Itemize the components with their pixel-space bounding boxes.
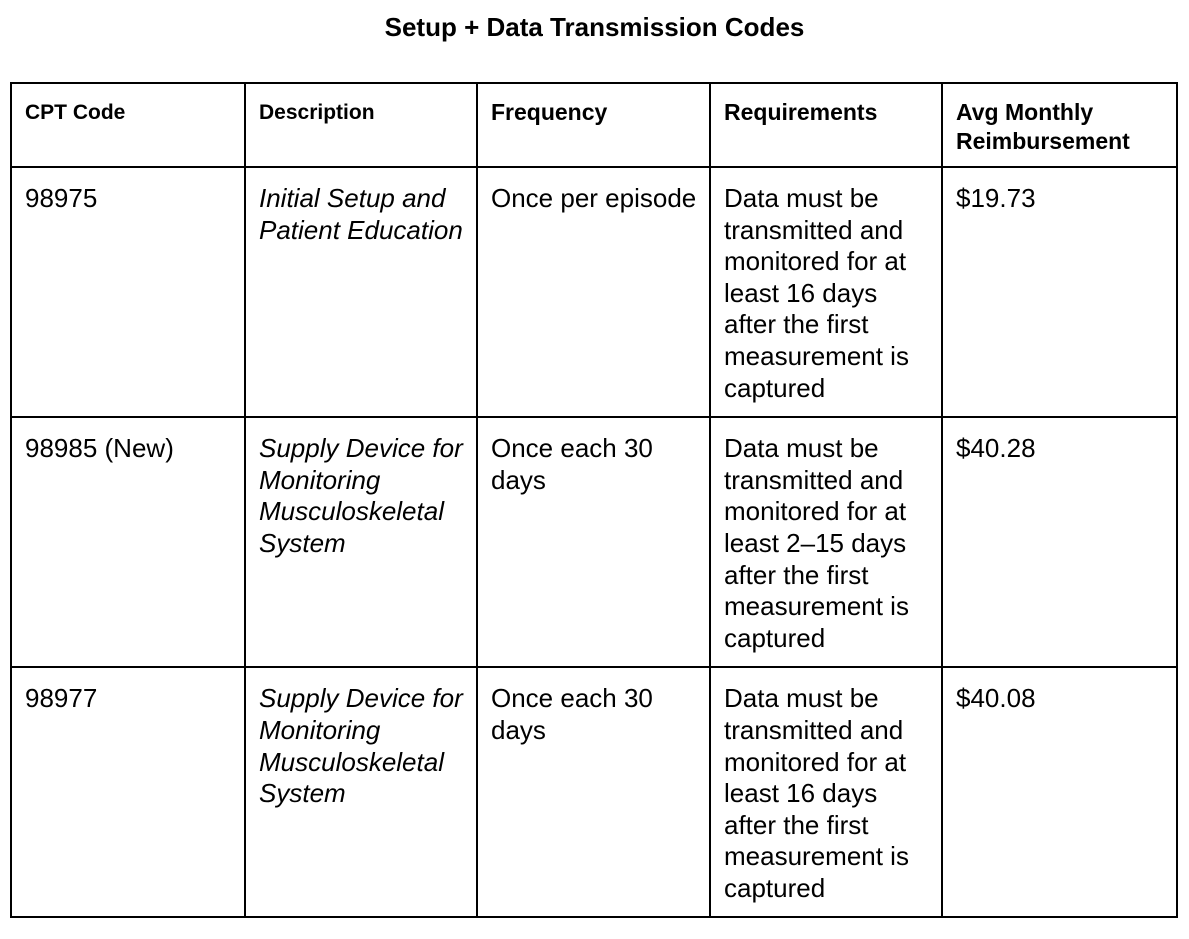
- cell-requirements: Data must be transmitted and monitored for at least 16 days after the first measurement is captured: [710, 167, 942, 417]
- cell-cpt-code: 98977: [11, 667, 245, 917]
- table-row: [11, 417, 1177, 667]
- cell-frequency: Once each 30 days: [477, 667, 710, 917]
- cell-description: Supply Device for Monitoring Musculoskeletal System: [245, 417, 477, 667]
- cell-requirements: Data must be transmitted and monitored for at least 2–15 days after the first measurement is captured: [710, 417, 942, 667]
- header-avg-monthly-reimbursement: Avg Monthly Reimbursement: [942, 83, 1177, 167]
- cell-frequency: Once per episode: [477, 167, 710, 417]
- cell-description: Supply Device for Monitoring Musculoskeletal System: [245, 667, 477, 917]
- cpt-codes-table: [10, 82, 1178, 918]
- cell-description: Initial Setup and Patient Education: [245, 167, 477, 417]
- page-title: Setup + Data Transmission Codes: [384, 12, 805, 42]
- header-cpt-code: CPT Code: [11, 83, 245, 167]
- cell-cpt-code: 98985 (New): [11, 417, 245, 667]
- cell-cpt-code: 98975: [11, 167, 245, 417]
- table-row: [11, 667, 1177, 917]
- header-frequency: Frequency: [477, 83, 710, 167]
- header-requirements: Requirements: [710, 83, 942, 167]
- cell-reimbursement: $40.28: [942, 417, 1177, 667]
- cell-frequency: Once each 30 days: [477, 417, 710, 667]
- cell-reimbursement: $40.08: [942, 667, 1177, 917]
- cell-reimbursement: $19.73: [942, 167, 1177, 417]
- header-description: Description: [245, 83, 477, 167]
- cell-requirements: Data must be transmitted and monitored for at least 16 days after the first measurement is captured: [710, 667, 942, 917]
- table-header-row: [11, 83, 1177, 167]
- table-row: [11, 167, 1177, 417]
